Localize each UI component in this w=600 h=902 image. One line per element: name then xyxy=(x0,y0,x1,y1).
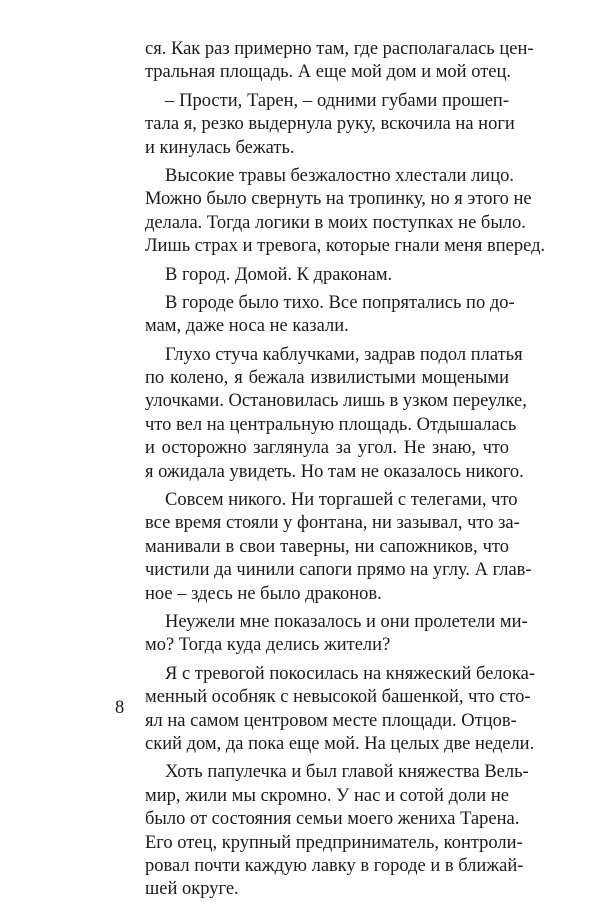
text-line: улочками. Остановилась лишь в узком переулке, xyxy=(145,391,527,412)
paragraph xyxy=(145,90,515,160)
text-line: по колено, я бежала извилистыми мощеными xyxy=(145,368,509,389)
text-line: ное – здесь не было драконов. xyxy=(145,583,382,604)
text-line: Хоть папулечка и был главой княжества Вель- xyxy=(165,762,529,783)
text-line: все время стояли у фонтана, ни зазывал, что за- xyxy=(145,513,520,534)
paragraph xyxy=(145,611,528,658)
text-line: ровал почти каждую лавку в городе и в ближай- xyxy=(145,855,524,876)
text-line: Можно было свернуть на тропинку, но я этого не xyxy=(145,189,532,210)
text-line: шей округе. xyxy=(145,879,239,900)
text-line: чистили да чинили сапоги прямо на углу. А глав- xyxy=(145,560,532,581)
text-line: мо? Тогда куда делись жители? xyxy=(145,635,391,656)
paragraph xyxy=(145,38,534,85)
text-line: Я с тревогой покосилась на княжеский белока- xyxy=(165,663,535,684)
text-line: я ожидала увидеть. Но там не оказалось никого. xyxy=(145,461,524,482)
paragraph xyxy=(145,264,509,287)
text-line: мам, даже носа не казали. xyxy=(145,316,349,337)
paragraph xyxy=(145,292,515,339)
paragraph xyxy=(145,663,535,757)
text-line: ся. Как раз примерно там, где располагалась цен- xyxy=(145,39,534,59)
text-line: тральная площадь. А еще мой дом и мой отец. xyxy=(145,62,512,83)
text-line: и кинулась бежать. xyxy=(145,137,295,158)
paragraph xyxy=(145,344,527,484)
text-line: делала. Тогда логики в моих поступках не было. xyxy=(145,212,526,233)
text-line: что вел на центральную площадь. Отдышалась xyxy=(145,414,517,435)
text-line: Совсем никого. Ни торгашей с телегами, что xyxy=(165,490,518,511)
text-line: Высокие травы безжалостно хлестали лицо. xyxy=(165,165,514,186)
paragraph xyxy=(145,489,532,606)
text-line: ский дом, да пока еще мой. На целых две недели. xyxy=(145,733,535,754)
text-line: В городе было тихо. Все попрятались по до- xyxy=(165,292,515,313)
text-line: менный особняк с невысокой башенкой, что сто- xyxy=(145,687,531,708)
text-line: Его отец, крупный предприниматель, контроли- xyxy=(145,832,523,853)
text-line: было от состояния семьи моего жениха Тарена. xyxy=(145,809,520,830)
text-line: манивали в свои таверны, ни сапожников, что xyxy=(145,536,509,557)
text-line: Неужели мне показалось и они пролетели ми- xyxy=(165,611,528,632)
text-line: мир, жили мы скромно. У нас и сотой доли не xyxy=(145,785,509,806)
text-line: тала я, резко выдернула руку, вскочила на ноги xyxy=(145,114,515,135)
text-line: – Прости, Тарен, – одними губами прошеп- xyxy=(165,90,509,111)
text-line: ял на самом центровом месте площади. Отцов- xyxy=(145,710,517,731)
text-line: Лишь страх и тревога, которые гнали меня вперед. xyxy=(145,236,546,257)
page-body-text xyxy=(145,38,546,902)
text-line: В город. Домой. К драконам. xyxy=(165,264,393,285)
paragraph xyxy=(145,165,546,259)
text-line: и осторожно заглянула за угол. Не знаю, что xyxy=(145,438,509,459)
text-line: Глухо стуча каблучками, задрав подол платья xyxy=(165,344,523,365)
paragraph xyxy=(145,761,529,901)
page-number: 8 xyxy=(115,698,125,718)
